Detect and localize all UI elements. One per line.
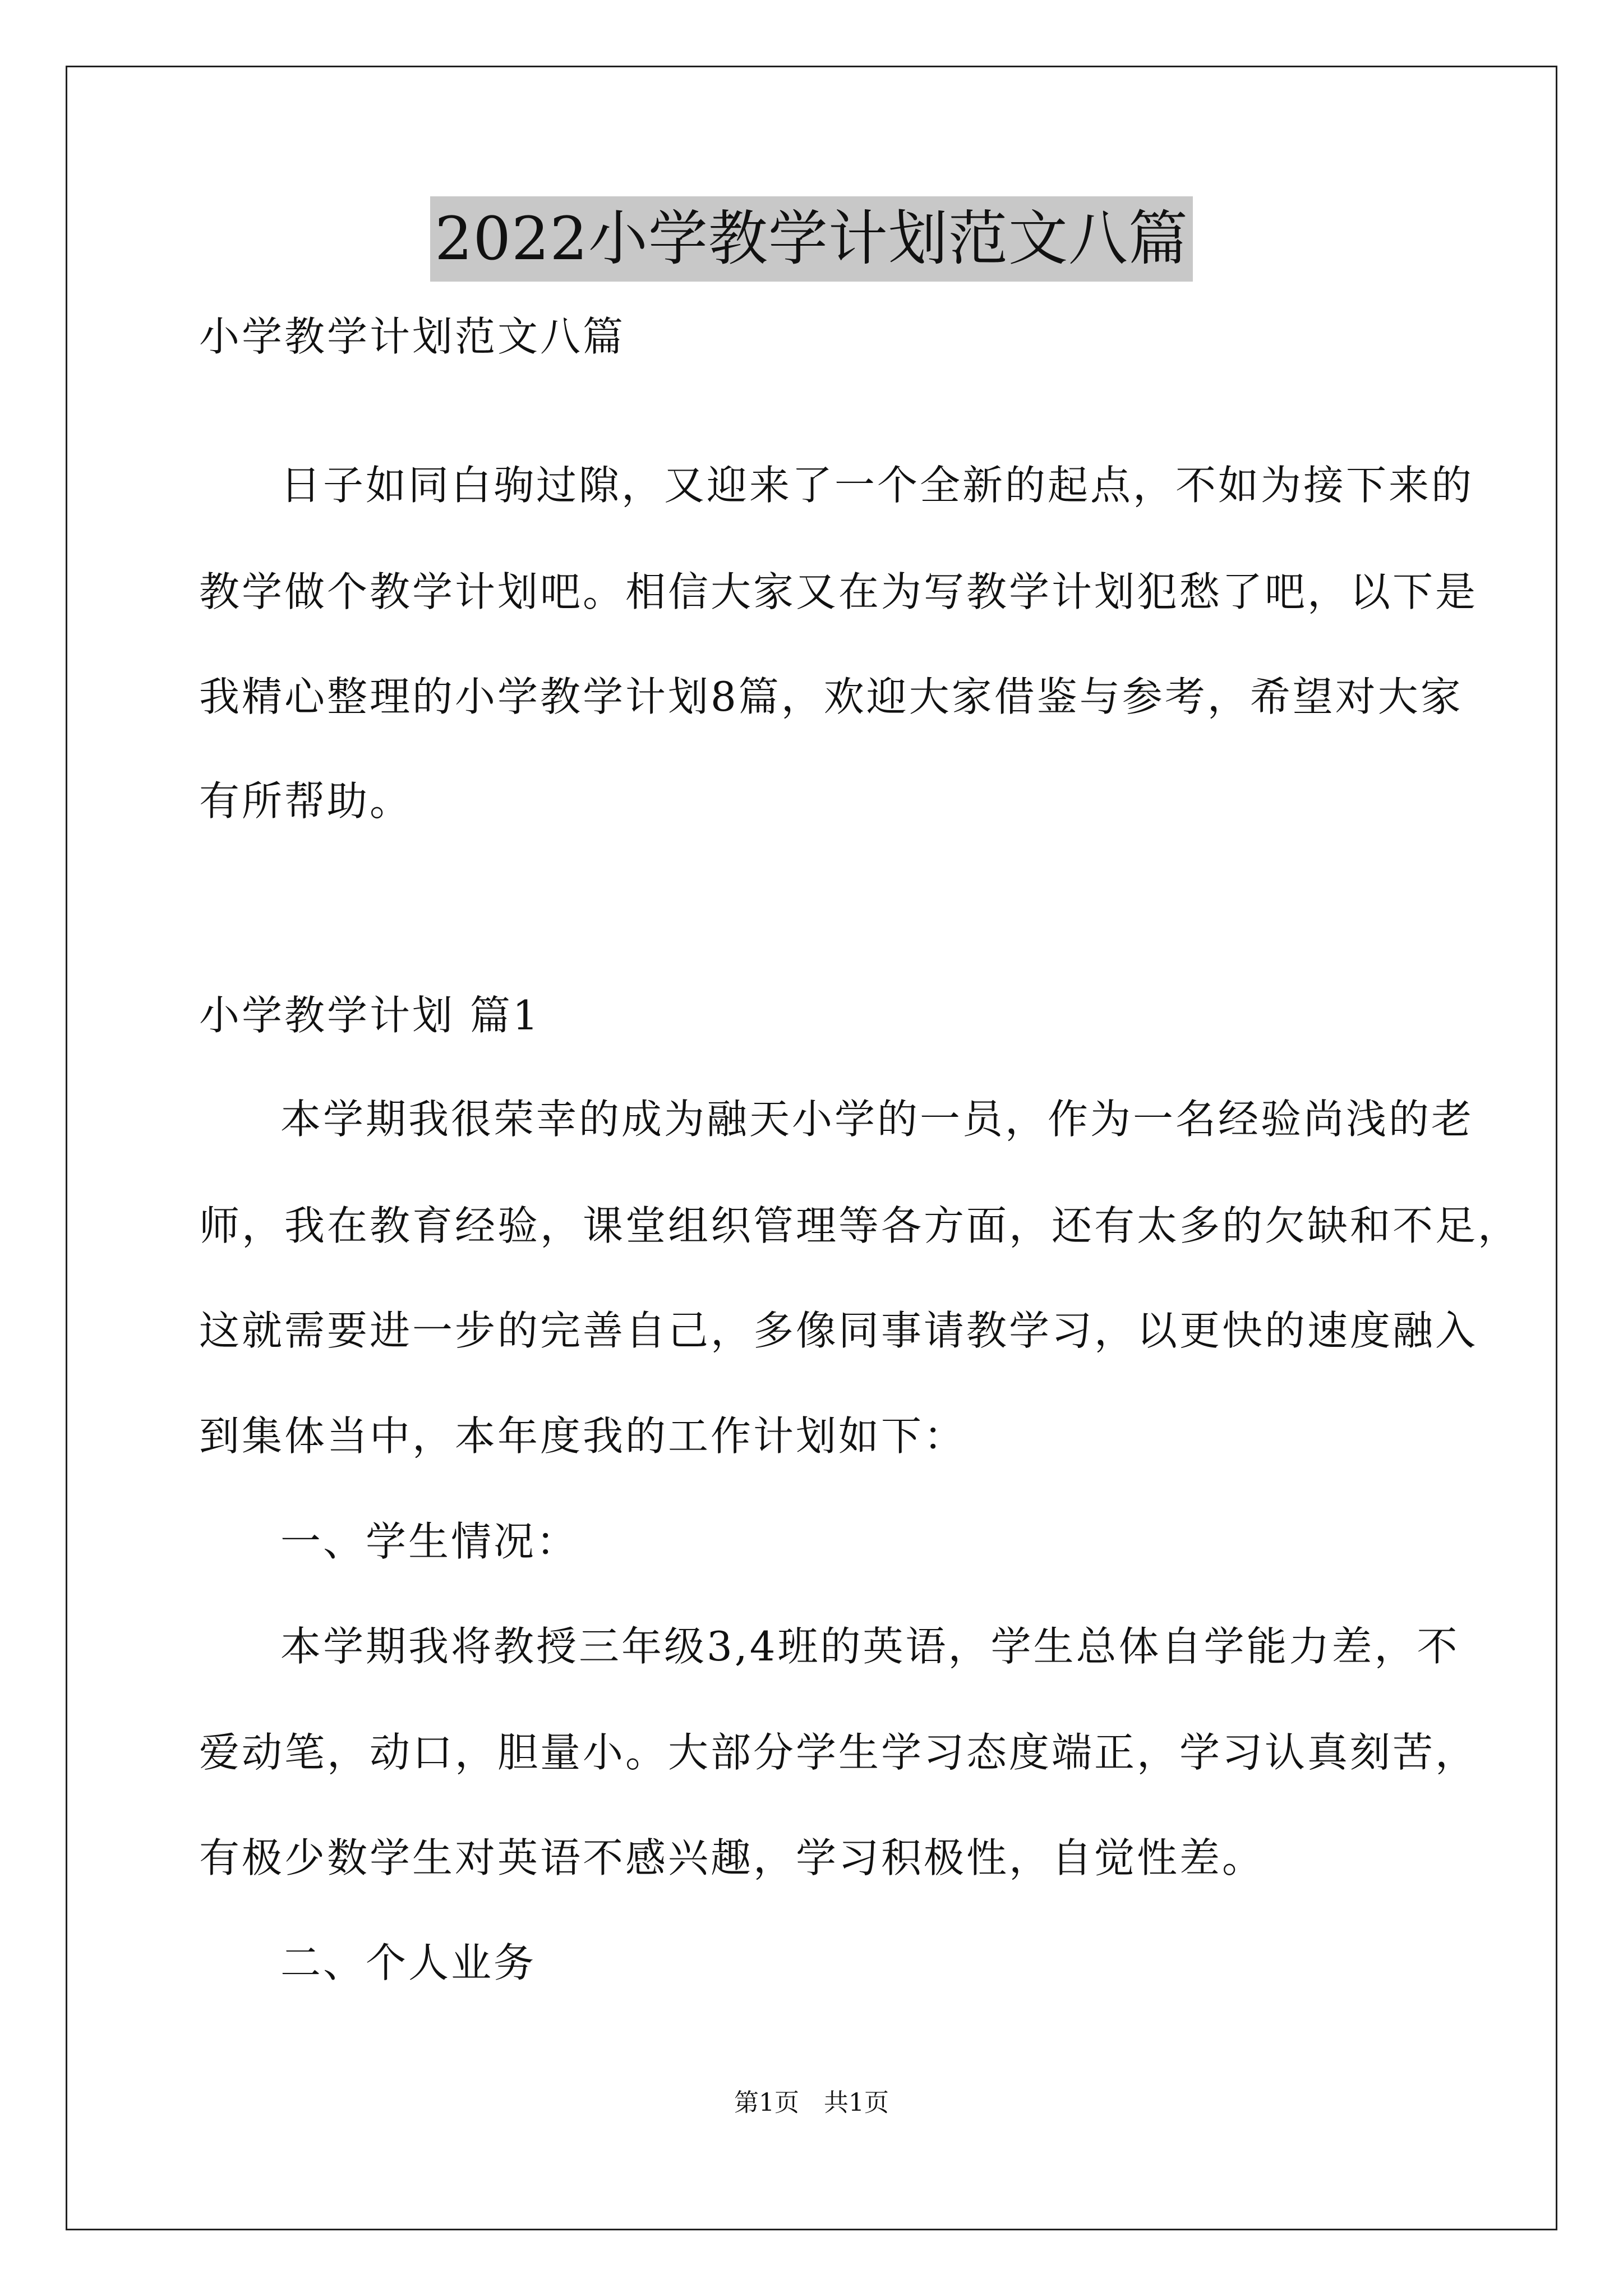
title-container [0, 196, 1623, 282]
page-total: 共1页 [824, 2088, 889, 2117]
paragraph-line: 爱动笔，动口，胆量小。大部分学生学习态度端正，学习认真刻苦， [199, 1729, 1478, 1776]
paragraph-line: 有所帮助。 [199, 777, 413, 825]
subheading-line: 一、学生情况： [280, 1518, 579, 1565]
section-heading: 小学教学计划 篇1 [199, 992, 541, 1039]
paragraph-line: 教学做个教学计划吧。相信大家又在为写教学计划犯愁了吧，以下是 [199, 568, 1478, 615]
subheading-line: 二、个人业务 [280, 1939, 537, 1986]
paragraph-line: 这就需要进一步的完善自己，多像同事请教学习，以更快的速度融入 [199, 1307, 1478, 1354]
paragraph-line: 师，我在教育经验，课堂组织管理等各方面，还有太多的欠缺和不足， [199, 1202, 1521, 1249]
page-number: 第1页 [734, 2088, 799, 2117]
paragraph-line: 本学期我很荣幸的成为融天小学的一员，作为一名经验尚浅的老 [280, 1096, 1474, 1143]
page-border [66, 66, 1557, 2230]
paragraph-line: 日子如同白驹过隙，又迎来了一个全新的起点，不如为接下来的 [280, 462, 1474, 509]
document-title: 2022小学教学计划范文八篇 [430, 196, 1193, 282]
subtitle-line: 小学教学计划范文八篇 [199, 313, 626, 360]
paragraph-line: 本学期我将教授三年级3,4班的英语，学生总体自学能力差，不 [280, 1623, 1460, 1670]
page-footer [0, 2087, 1623, 2119]
paragraph-line: 有极少数学生对英语不感兴趣，学习积极性，自觉性差。 [199, 1834, 1265, 1881]
paragraph-line: 到集体当中，本年度我的工作计划如下： [199, 1412, 967, 1460]
paragraph-line: 我精心整理的小学教学计划8篇，欢迎大家借鉴与参考，希望对大家 [199, 673, 1463, 720]
